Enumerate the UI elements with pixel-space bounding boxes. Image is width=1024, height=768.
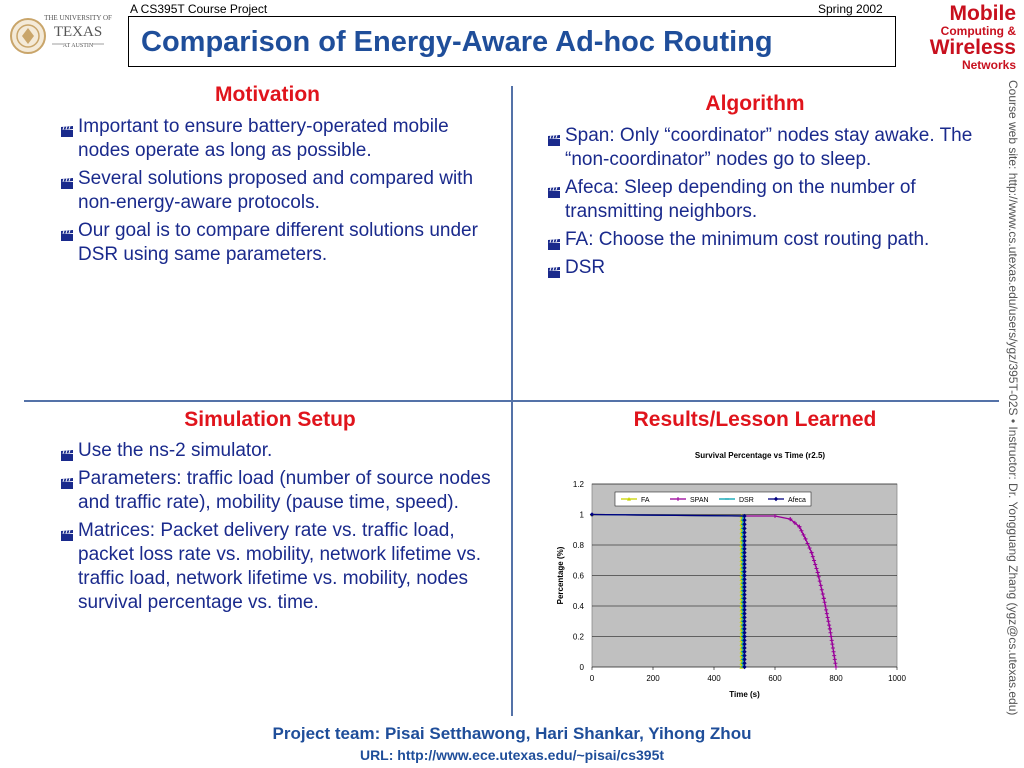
y-tick-label: 0.2 [572,632,584,642]
algorithm-title: Algorithm [705,92,805,115]
clapper-icon [547,262,561,274]
clapper-icon [60,525,74,537]
list-item [547,176,992,224]
horizontal-divider [24,400,999,402]
list-item [60,219,500,267]
simulation-list [60,439,500,619]
list-item [60,467,500,515]
x-tick-label: 400 [707,674,721,683]
list-item-text: FA: Choose the minimum cost routing path. [565,229,930,250]
list-item-text: DSR [565,257,606,278]
list-item [60,439,500,463]
mcw-line1: Mobile [949,2,1016,25]
list-item-text: Afeca: Sleep depending on the number of transmitting neighbors. [565,177,916,222]
list-item [60,519,500,615]
motivation-title: Motivation [215,83,320,106]
mcw-line3: Wireless [929,36,1016,59]
y-tick-label: 0.6 [572,571,584,581]
page-title: Comparison of Energy-Aware Ad-hoc Routing [141,26,773,58]
legend-label-fa: FA [641,497,650,504]
algorithm-list [547,124,992,284]
results-title: Results/Lesson Learned [633,408,877,431]
clapper-icon [547,234,561,246]
mcw-line4: Networks [961,58,1016,72]
y-tick-label: 0.8 [572,541,584,550]
x-axis-label: Time (s) [729,690,760,699]
list-item-text: Parameters: traffic load (number of source nodes and traffic rate), mobility (pause time, speed). [78,468,491,513]
y-axis-label: Percentage (%) [556,546,565,605]
list-item-text: Span: Only “coordinator” nodes stay awake. The “non-coordinator” nodes go to sleep. [565,125,973,170]
legend-label-span: SPAN [690,497,709,504]
clapper-icon [60,121,74,133]
project-url: URL: http://www.ece.utexas.edu/~pisai/cs395t [359,747,665,763]
clapper-icon [60,225,74,237]
motivation-list [60,115,500,271]
y-tick-label: 1 [579,510,584,520]
date-label: Spring 2002 [818,2,883,16]
title-box [128,16,896,67]
clapper-icon [547,130,561,142]
chart-title: Survival Percentage vs Time (r2.5) [694,451,826,460]
legend-label-afeca: Afeca [788,497,806,504]
clapper-icon [547,182,561,194]
logo-line2: TEXAS [53,24,103,40]
list-item [547,124,992,172]
list-item-text: Matrices: Packet delivery rate vs. traffic load, packet loss rate vs. mobility, network lifetime vs. traffic load, network lifetime vs. mobility, nodes survival percentage vs. time. [78,520,481,613]
list-item-text: Important to ensure battery-operated mobile nodes operate as long as possible. [78,116,449,161]
legend-label-dsr: DSR [739,497,754,504]
project-team: Project team: Pisai Setthawong, Hari Shankar, Yihong Zhou [272,724,752,743]
list-item [547,256,992,280]
side-info [1006,80,1024,740]
x-tick-label: 1000 [888,674,906,683]
list-item-text: Several solutions proposed and compared with non-energy-aware protocols. [78,168,474,213]
list-item [60,167,500,215]
x-tick-label: 600 [768,674,782,683]
x-tick-label: 800 [829,674,843,683]
list-item-text: Use the ns-2 simulator. [78,440,273,461]
list-item-text: Our goal is to compare different solutions under DSR using same parameters. [78,220,478,265]
mcw-line2: Computing & [940,24,1016,38]
chart-svg [547,443,973,713]
list-item [60,115,500,163]
ut-austin-logo [8,3,118,69]
simulation-title: Simulation Setup [184,408,356,431]
list-item [547,228,992,252]
clapper-icon [60,445,74,457]
y-tick-label: 0 [579,663,584,672]
side-info-text: Course web site: http://www.cs.utexas.edu/users/ygz/395T-02S • Instructor: Dr. Yongguang Zhang (ygz@cs.utexas.edu) [1006,80,1020,716]
logo-line1: THE UNIVERSITY OF [44,14,112,22]
mcw-logo [902,3,1016,72]
course-label: A CS395T Course Project [130,2,268,16]
logo-line3: AT AUSTIN [62,43,94,49]
x-tick-label: 200 [646,674,660,683]
survival-chart [547,443,973,713]
y-tick-label: 0.4 [572,602,584,611]
x-tick-label: 0 [589,674,595,683]
clapper-icon [60,473,74,485]
y-tick-label: 1.2 [572,480,584,489]
clapper-icon [60,173,74,185]
